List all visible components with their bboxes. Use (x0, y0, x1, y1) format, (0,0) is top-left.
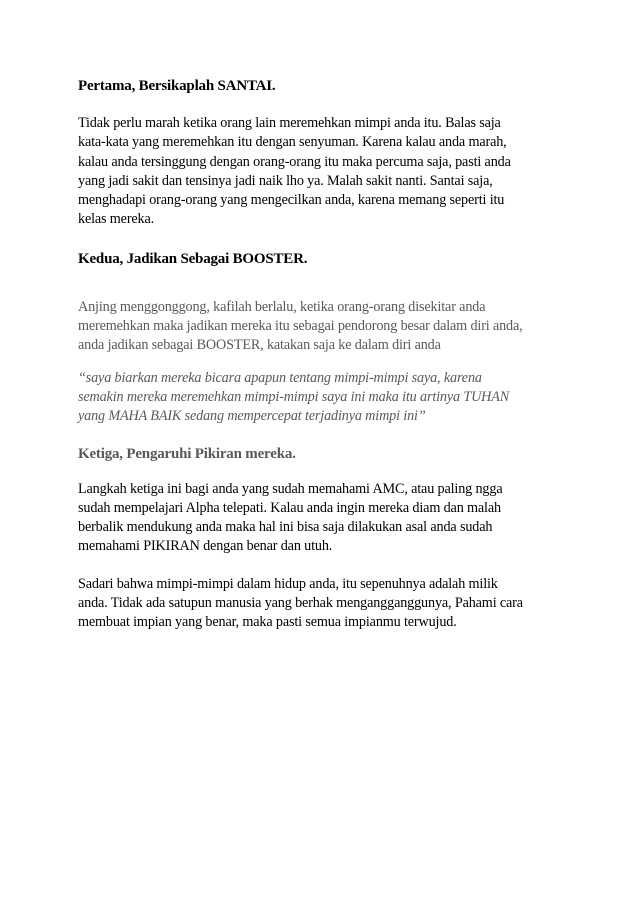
paragraph-pertama (78, 114, 578, 230)
paragraph-line: meremehkan maka jadikan mereka itu sebagai pendorong besar dalam diri anda, (78, 318, 523, 335)
paragraph-ketiga (78, 480, 578, 557)
paragraph-line: Tidak perlu marah ketika orang lain meremehkan mimpi anda itu. Balas saja (78, 115, 501, 131)
paragraph-line: kata-kata yang meremehkan itu dengan senyuman. Karena kalau anda marah, (78, 134, 507, 151)
closing-paragraph (78, 575, 578, 633)
quote-line: “saya biarkan mereka bicara apapun tentang mimpi-mimpi saya, karena (78, 369, 482, 386)
paragraph-line: anda jadikan sebagai BOOSTER, katakan saja ke dalam diri anda (78, 337, 441, 354)
paragraph-line: memahami PIKIRAN dengan benar dan utuh. (78, 538, 333, 555)
paragraph-line: menghadapi orang-orang yang mengecilkan anda, karena memang seperti itu (78, 192, 505, 209)
paragraph-line: Anjing menggonggong, kafilah berlalu, ketika orang-orang disekitar anda (78, 298, 486, 315)
quote-line: semakin mereka meremehkan mimpi-mimpi saya ini maka itu artinya TUHAN (78, 388, 510, 405)
section-heading-pertama: Pertama, Bersikaplah SANTAI. (78, 78, 276, 94)
quote-paragraph (78, 369, 578, 427)
paragraph-kedua (78, 298, 578, 356)
paragraph-line: kalau anda tersinggung dengan orang-orang itu maka percuma saja, pasti anda (78, 153, 511, 170)
paragraph-line: Langkah ketiga ini bagi anda yang sudah memahami AMC, atau paling ngga (78, 480, 503, 497)
section-heading-kedua: Kedua, Jadikan Sebagai BOOSTER. (78, 250, 308, 267)
section-heading-ketiga: Ketiga, Pengaruhi Pikiran mereka. (78, 445, 296, 462)
paragraph-line: sudah mempelajari Alpha telepati. Kalau anda ingin mereka diam dan malah (78, 499, 501, 516)
paragraph-line: anda. Tidak ada satupun manusia yang berhak mengangganggunya, Pahami cara (78, 595, 523, 612)
paragraph-line: berbalik mendukung anda maka hal ini bisa saja dilakukan asal anda sudah (78, 519, 493, 536)
paragraph-line: yang jadi sakit dan tensinya jadi naik lho ya. Malah sakit nanti. Santai saja, (78, 172, 493, 189)
document-page (78, 76, 578, 633)
paragraph-line: Sadari bahwa mimpi-mimpi dalam hidup anda, itu sepenuhnya adalah milik (78, 575, 498, 592)
paragraph-line: membuat impian yang benar, maka pasti semua impianmu terwujud. (78, 614, 457, 631)
quote-line: yang MAHA BAIK sedang mempercepat terjadinya mimpi ini” (78, 408, 426, 425)
paragraph-line: kelas mereka. (78, 211, 155, 228)
